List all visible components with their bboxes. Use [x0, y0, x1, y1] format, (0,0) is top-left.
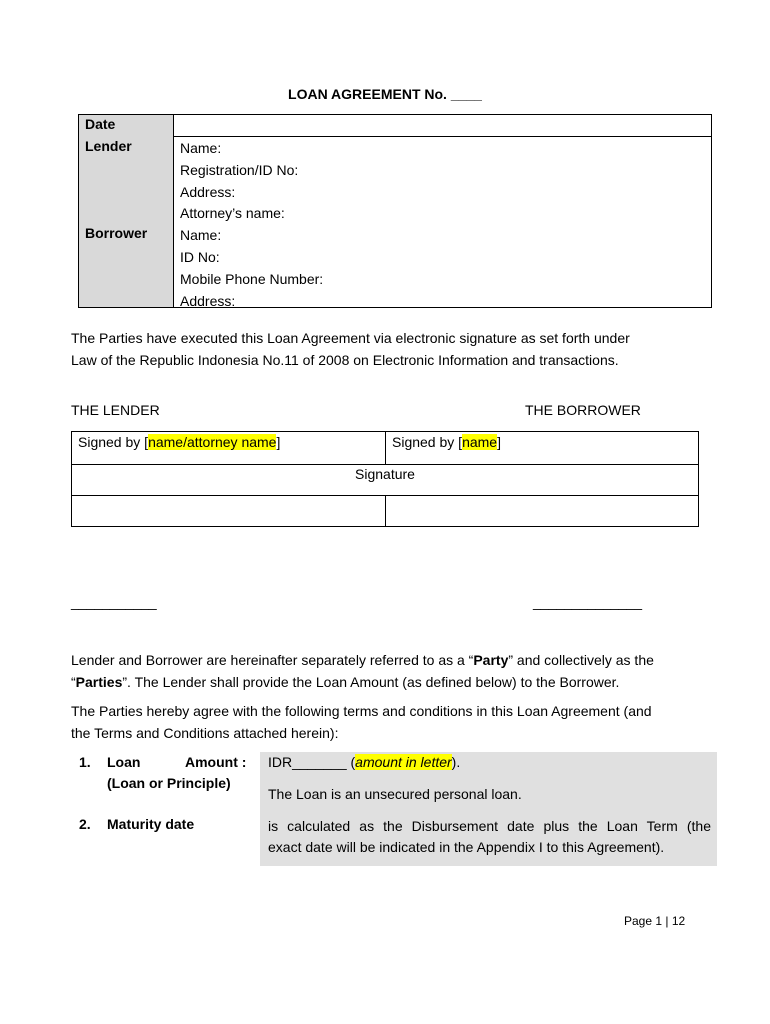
- lender-signed-by: [78, 434, 280, 450]
- signature-label: Signature: [355, 466, 415, 482]
- lender-name-field: Name:: [180, 140, 222, 156]
- definitions-line-2: [71, 671, 711, 693]
- signature-table: [71, 431, 699, 527]
- borrower-signed-prefix: Signed by [: [392, 434, 463, 450]
- lender-address-field: Address:: [180, 183, 236, 200]
- intro-line-2: the Terms and Conditions attached herein):: [71, 725, 339, 741]
- term-2-label: Maturity date: [107, 816, 195, 832]
- parties-table: [78, 114, 712, 308]
- borrower-id-field: ID No:: [180, 248, 220, 265]
- lender-signed-suffix: ]: [276, 434, 281, 450]
- definitions-text-d: ”. The Lender shall provide the Loan Amount (as defined below) to the Borrower.: [122, 674, 620, 690]
- parties-term: Parties: [75, 674, 123, 690]
- party-term: Party: [473, 652, 509, 668]
- execution-paragraph: [71, 327, 711, 371]
- intro-paragraph: [71, 700, 711, 744]
- borrower-signature-line: ______________: [533, 594, 643, 610]
- definitions-paragraph: [71, 649, 711, 693]
- term-1-label-principle: (Loan or Principle): [107, 775, 231, 791]
- lender-signed-prefix: Signed by [: [78, 434, 149, 450]
- lender-label: Lender: [85, 138, 132, 154]
- borrower-phone-field: Mobile Phone Number:: [180, 270, 324, 287]
- execution-line-2: Law of the Republic Indonesia No.11 of 2008 on Electronic Information and transactions.: [71, 352, 619, 368]
- lender-signed-name: name/attorney name: [148, 434, 277, 450]
- term-1-value: [268, 754, 460, 770]
- execution-line-1: The Parties have executed this Loan Agreement via electronic signature as set forth under: [71, 330, 630, 346]
- parties-fields: [180, 138, 323, 312]
- borrower-signed-suffix: ]: [497, 434, 501, 450]
- term-2-line-1: is calculated as the Disbursement date plus the Loan Term (the: [268, 818, 711, 834]
- term-1-number: 1.: [79, 754, 91, 770]
- term-1-label-amount: Amount :: [185, 754, 247, 770]
- borrower-signed-by: [392, 434, 501, 450]
- intro-line-1: The Parties hereby agree with the following terms and conditions in this Loan Agreement (and: [71, 703, 652, 719]
- date-row-divider: [174, 136, 711, 137]
- borrower-name-field: Name:: [180, 227, 222, 244]
- signature-divider-top: [385, 432, 386, 464]
- borrower-address-field: Address:: [180, 292, 236, 309]
- signature-row-line-1: [72, 464, 698, 465]
- definitions-text-a: Lender and Borrower are hereinafter separately referred to as a “: [71, 652, 474, 668]
- definitions-text-c: “: [71, 674, 76, 690]
- date-label: Date: [85, 116, 116, 132]
- lender-attorney-field: Attorney’s name:: [180, 205, 285, 222]
- definitions-text-b: ” and collectively as the: [508, 652, 654, 668]
- signature-divider-bottom: [385, 495, 386, 526]
- amount-in-letter: amount in letter: [355, 754, 452, 770]
- term-1-note: The Loan is an unsecured personal loan.: [268, 786, 522, 802]
- borrower-signed-name: name: [462, 434, 498, 450]
- borrower-label: Borrower: [85, 225, 148, 241]
- borrower-heading: THE BORROWER: [525, 402, 641, 418]
- lender-registration-field: Registration/ID No:: [180, 161, 299, 178]
- parties-label-column: [79, 115, 174, 307]
- term-1-value-suffix: ).: [451, 754, 461, 770]
- term-2-line-2: exact date will be indicated in the Appendix I to this Agreement).: [268, 839, 665, 855]
- term-1-value-prefix: IDR_______ (: [268, 754, 356, 770]
- term-1-label-loan: Loan: [107, 754, 141, 770]
- signature-row-line-2: [72, 495, 698, 496]
- lender-heading: THE LENDER: [71, 402, 160, 418]
- lender-signature-line: ___________: [71, 594, 157, 610]
- term-2-number: 2.: [79, 816, 91, 832]
- document-title: LOAN AGREEMENT No. ____: [288, 86, 482, 102]
- page-number: Page 1 | 12: [624, 914, 686, 928]
- definitions-line-1: [71, 649, 711, 671]
- term-2-value: [268, 816, 711, 858]
